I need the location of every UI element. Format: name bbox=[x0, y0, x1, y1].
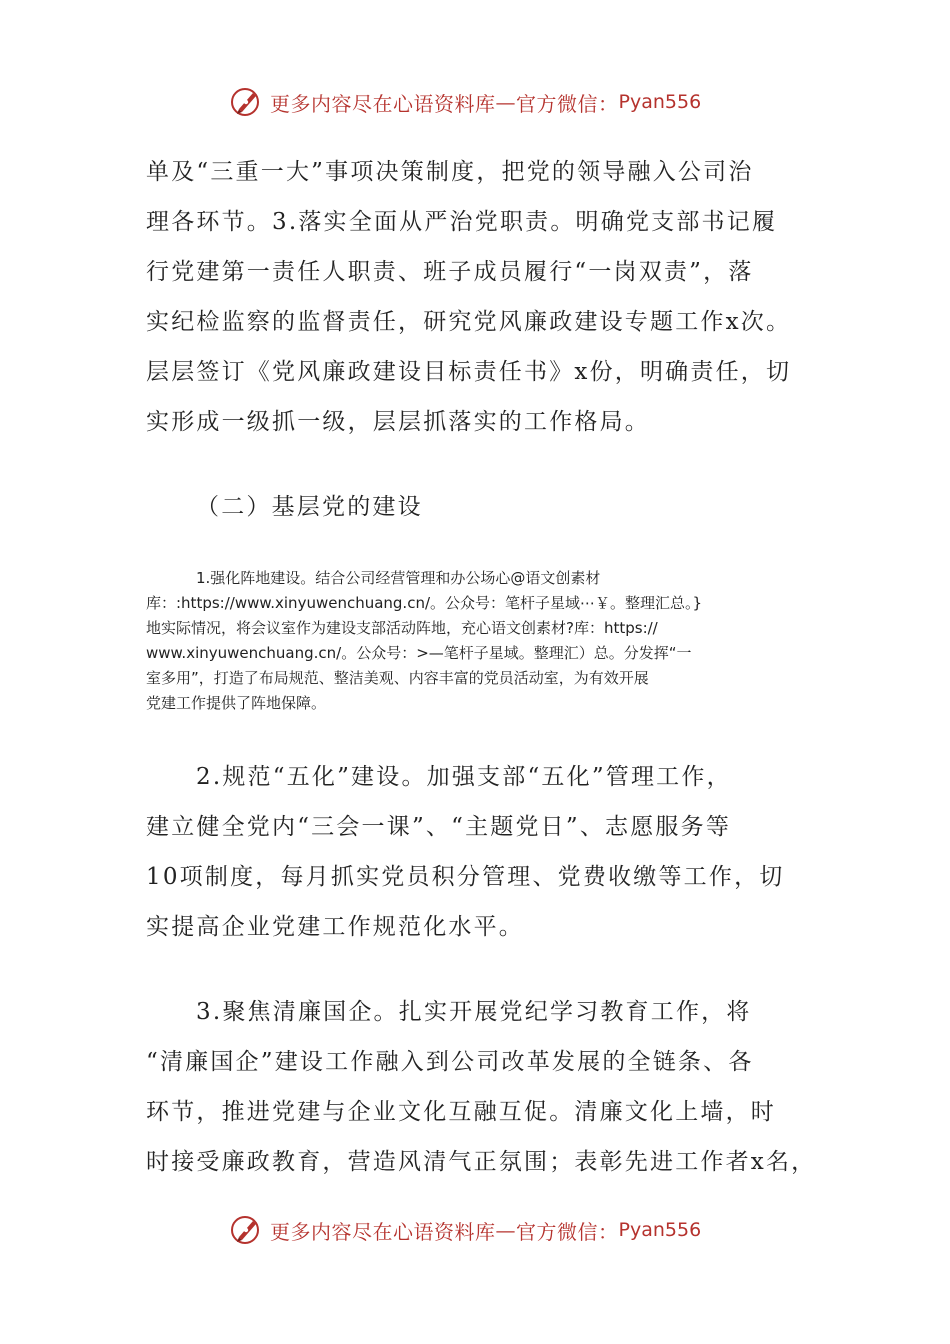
item-2-paragraph bbox=[146, 752, 826, 952]
watermark-dash: — bbox=[495, 90, 516, 114]
text-line: www.xinyuwenchuang.cn/。公众号：>—笔杆子星域。整理汇）总。分发挥“一 bbox=[146, 644, 692, 662]
text-line: 地实际情况，将会议室作为建设支部活动阵地，充心语文创素材?库：https:// bbox=[146, 619, 658, 637]
text-line: 10项制度，每月抓实党员积分管理、党费收缴等工作，切 bbox=[146, 864, 785, 890]
text-line: 2.规范“五化”建设。加强支部“五化”管理工作， bbox=[196, 764, 732, 790]
text-line: 党建工作提供了阵地保障。 bbox=[146, 694, 327, 712]
text-line: 实形成一级抓一级，层层抓落实的工作格局。 bbox=[146, 409, 650, 435]
text-line: 时接受廉政教育，营造风清气正氛围；表彰先进工作者x名， bbox=[146, 1149, 817, 1175]
section-heading: （二）基层党的建设 bbox=[196, 494, 423, 520]
text-line: 建立健全党内“三会一课”、“主题党日”、志愿服务等 bbox=[146, 814, 732, 840]
watermark-account: Pyan556 bbox=[618, 91, 702, 113]
text-line: 行党建第一责任人职责、班子成员履行“一岗双责”，落 bbox=[146, 259, 754, 285]
watermark-account: Pyan556 bbox=[618, 1219, 702, 1241]
text-line: 库：:https://www.xinyuwenchuang.cn/。公众号：笔杆子星域⋯￥。整理汇总。} bbox=[146, 594, 703, 612]
text-line: 3.聚焦清廉国企。扎实开展党纪学习教育工作，将 bbox=[196, 999, 752, 1025]
text-line: 实提高企业党建工作规范化水平。 bbox=[146, 914, 524, 940]
text-line: 1.强化阵地建设。结合公司经营管理和办公场心@语文创素材 bbox=[196, 569, 601, 587]
text-line: “清廉国企”建设工作融入到公司改革发展的全链条、各 bbox=[146, 1049, 754, 1075]
watermark-main-text: 更多内容尽在心语资料库 bbox=[270, 91, 496, 116]
paragraph-continuation bbox=[146, 147, 826, 447]
text-line: 环节，推进党建与企业文化互融互促。清廉文化上墙，时 bbox=[146, 1099, 776, 1125]
text-line: 实纪检监察的监督责任，研究党风廉政建设专题工作x次。 bbox=[146, 309, 792, 335]
watermark-banner-bottom bbox=[230, 1210, 701, 1250]
watermark-main-text: 更多内容尽在心语资料库 bbox=[270, 1219, 496, 1244]
watermark-dash: — bbox=[495, 1218, 516, 1242]
text-line: 理各环节。3.落实全面从严治党职责。明确党支部书记履 bbox=[146, 209, 778, 235]
pen-circle-logo-icon bbox=[230, 1213, 264, 1247]
watermark-sub-text: 官方微信： bbox=[516, 1219, 619, 1244]
text-line: 层层签订《党风廉政建设目标责任书》x份，明确责任，切 bbox=[146, 359, 792, 385]
text-line: 室多用”，打造了布局规范、整洁美观、内容丰富的党员活动室，为有效开展 bbox=[146, 669, 649, 687]
watermark-banner-top bbox=[230, 82, 701, 122]
watermark-sub-text: 官方微信： bbox=[516, 91, 619, 116]
item-3-paragraph bbox=[146, 987, 826, 1187]
item-1-paragraph bbox=[146, 566, 826, 716]
pen-circle-logo-icon bbox=[230, 85, 264, 119]
text-line: 单及“三重一大”事项决策制度，把党的领导融入公司治 bbox=[146, 159, 754, 185]
